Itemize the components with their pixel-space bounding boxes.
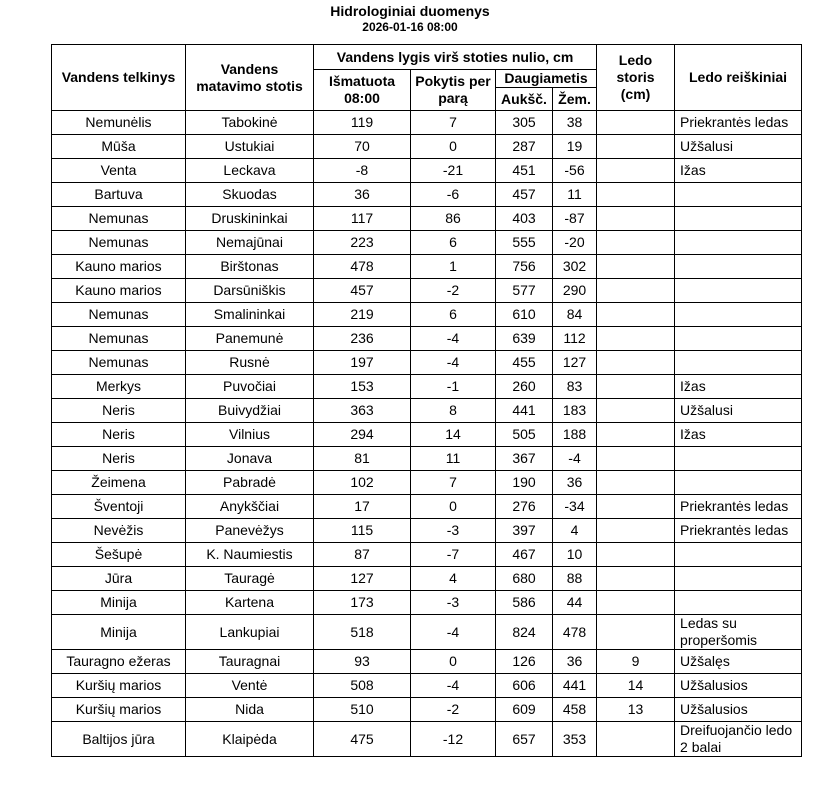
table-row bbox=[52, 519, 802, 543]
cell-high: 287 bbox=[496, 135, 553, 159]
cell-high: 609 bbox=[496, 698, 553, 722]
cell-station: Puvočiai bbox=[186, 375, 314, 399]
cell-ice-phenomena: Dreifuojančio ledo 2 balai bbox=[675, 722, 802, 757]
cell-high: 305 bbox=[496, 111, 553, 135]
cell-water-body: Neris bbox=[52, 423, 186, 447]
cell-high: 610 bbox=[496, 303, 553, 327]
cell-water-body: Neris bbox=[52, 447, 186, 471]
table-row bbox=[52, 543, 802, 567]
cell-measured: 117 bbox=[314, 207, 411, 231]
cell-water-body: Kuršių marios bbox=[52, 674, 186, 698]
cell-change: 1 bbox=[411, 255, 496, 279]
table-row bbox=[52, 207, 802, 231]
cell-low: 83 bbox=[553, 375, 597, 399]
cell-ice-thickness bbox=[597, 135, 675, 159]
cell-ice-phenomena: Užšalusios bbox=[675, 674, 802, 698]
cell-high: 190 bbox=[496, 471, 553, 495]
cell-change: 8 bbox=[411, 399, 496, 423]
cell-station: Leckava bbox=[186, 159, 314, 183]
cell-ice-phenomena bbox=[675, 279, 802, 303]
cell-measured: 508 bbox=[314, 674, 411, 698]
cell-change: 0 bbox=[411, 495, 496, 519]
table-row bbox=[52, 399, 802, 423]
cell-ice-thickness bbox=[597, 111, 675, 135]
cell-ice-phenomena bbox=[675, 351, 802, 375]
cell-station: Druskininkai bbox=[186, 207, 314, 231]
header-ice-thickness: Ledo storis (cm) bbox=[597, 45, 675, 111]
cell-high: 455 bbox=[496, 351, 553, 375]
cell-measured: 115 bbox=[314, 519, 411, 543]
cell-ice-thickness: 13 bbox=[597, 698, 675, 722]
cell-change: -2 bbox=[411, 279, 496, 303]
table-row bbox=[52, 495, 802, 519]
cell-high: 467 bbox=[496, 543, 553, 567]
cell-change: -4 bbox=[411, 674, 496, 698]
cell-water-body: Šešupė bbox=[52, 543, 186, 567]
cell-low: -34 bbox=[553, 495, 597, 519]
cell-ice-thickness bbox=[597, 519, 675, 543]
cell-water-body: Žeimena bbox=[52, 471, 186, 495]
cell-station: Darsūniškis bbox=[186, 279, 314, 303]
cell-high: 397 bbox=[496, 519, 553, 543]
cell-low: 183 bbox=[553, 399, 597, 423]
cell-low: 353 bbox=[553, 722, 597, 757]
table-row bbox=[52, 255, 802, 279]
cell-low: 302 bbox=[553, 255, 597, 279]
table-row bbox=[52, 159, 802, 183]
header-change: Pokytis per parą bbox=[411, 70, 496, 111]
cell-ice-phenomena bbox=[675, 471, 802, 495]
cell-change: -4 bbox=[411, 615, 496, 650]
cell-station: Jonava bbox=[186, 447, 314, 471]
cell-water-body: Neris bbox=[52, 399, 186, 423]
table-row bbox=[52, 591, 802, 615]
table-row bbox=[52, 111, 802, 135]
cell-measured: 219 bbox=[314, 303, 411, 327]
cell-ice-thickness bbox=[597, 207, 675, 231]
header-station: Vandens matavimo stotis bbox=[186, 45, 314, 111]
cell-water-body: Minija bbox=[52, 615, 186, 650]
cell-measured: 153 bbox=[314, 375, 411, 399]
cell-station: Smalininkai bbox=[186, 303, 314, 327]
table-row bbox=[52, 615, 802, 650]
header-low: Žem. bbox=[553, 88, 597, 111]
cell-ice-thickness: 9 bbox=[597, 650, 675, 674]
cell-low: 84 bbox=[553, 303, 597, 327]
cell-measured: 294 bbox=[314, 423, 411, 447]
cell-ice-thickness: 14 bbox=[597, 674, 675, 698]
cell-water-body: Minija bbox=[52, 591, 186, 615]
cell-change: -4 bbox=[411, 351, 496, 375]
cell-ice-phenomena bbox=[675, 303, 802, 327]
cell-ice-phenomena: Ižas bbox=[675, 159, 802, 183]
cell-low: -56 bbox=[553, 159, 597, 183]
table-row bbox=[52, 423, 802, 447]
cell-station: K. Naumiestis bbox=[186, 543, 314, 567]
cell-ice-phenomena bbox=[675, 447, 802, 471]
cell-ice-phenomena: Priekrantės ledas bbox=[675, 519, 802, 543]
cell-measured: 17 bbox=[314, 495, 411, 519]
header-high: Aukšč. bbox=[496, 88, 553, 111]
cell-measured: 87 bbox=[314, 543, 411, 567]
cell-high: 680 bbox=[496, 567, 553, 591]
cell-station: Tauragė bbox=[186, 567, 314, 591]
cell-station: Birštonas bbox=[186, 255, 314, 279]
cell-ice-phenomena bbox=[675, 207, 802, 231]
cell-ice-thickness bbox=[597, 183, 675, 207]
cell-high: 756 bbox=[496, 255, 553, 279]
header-water-body: Vandens telkinys bbox=[52, 45, 186, 111]
cell-ice-phenomena bbox=[675, 543, 802, 567]
cell-measured: 36 bbox=[314, 183, 411, 207]
cell-ice-thickness bbox=[597, 495, 675, 519]
table-row bbox=[52, 231, 802, 255]
cell-high: 586 bbox=[496, 591, 553, 615]
table-row bbox=[52, 567, 802, 591]
cell-high: 639 bbox=[496, 327, 553, 351]
cell-water-body: Mūša bbox=[52, 135, 186, 159]
cell-ice-phenomena: Užšalusi bbox=[675, 399, 802, 423]
cell-low: 458 bbox=[553, 698, 597, 722]
cell-ice-thickness bbox=[597, 231, 675, 255]
table-row bbox=[52, 447, 802, 471]
cell-station: Lankupiai bbox=[186, 615, 314, 650]
cell-ice-phenomena: Ižas bbox=[675, 423, 802, 447]
cell-measured: 478 bbox=[314, 255, 411, 279]
table-row bbox=[52, 183, 802, 207]
cell-ice-thickness bbox=[597, 375, 675, 399]
cell-low: -4 bbox=[553, 447, 597, 471]
cell-station: Panemunė bbox=[186, 327, 314, 351]
cell-station: Ventė bbox=[186, 674, 314, 698]
cell-measured: 363 bbox=[314, 399, 411, 423]
cell-ice-thickness bbox=[597, 471, 675, 495]
cell-water-body: Nemunas bbox=[52, 303, 186, 327]
cell-low: -20 bbox=[553, 231, 597, 255]
cell-change: 11 bbox=[411, 447, 496, 471]
cell-ice-phenomena bbox=[675, 591, 802, 615]
cell-high: 555 bbox=[496, 231, 553, 255]
cell-ice-phenomena: Priekrantės ledas bbox=[675, 495, 802, 519]
table-row bbox=[52, 722, 802, 757]
cell-ice-thickness bbox=[597, 591, 675, 615]
cell-high: 657 bbox=[496, 722, 553, 757]
cell-measured: -8 bbox=[314, 159, 411, 183]
cell-high: 276 bbox=[496, 495, 553, 519]
cell-station: Vilnius bbox=[186, 423, 314, 447]
table-row bbox=[52, 375, 802, 399]
cell-station: Tabokinė bbox=[186, 111, 314, 135]
cell-ice-thickness bbox=[597, 567, 675, 591]
table-row bbox=[52, 650, 802, 674]
cell-station: Panevėžys bbox=[186, 519, 314, 543]
table-body bbox=[52, 111, 802, 757]
cell-water-body: Baltijos jūra bbox=[52, 722, 186, 757]
cell-station: Tauragnai bbox=[186, 650, 314, 674]
cell-change: 0 bbox=[411, 650, 496, 674]
cell-low: 11 bbox=[553, 183, 597, 207]
table-row bbox=[52, 674, 802, 698]
table-row bbox=[52, 327, 802, 351]
cell-measured: 127 bbox=[314, 567, 411, 591]
cell-water-body: Kuršių marios bbox=[52, 698, 186, 722]
cell-low: 10 bbox=[553, 543, 597, 567]
cell-low: 4 bbox=[553, 519, 597, 543]
cell-measured: 173 bbox=[314, 591, 411, 615]
cell-measured: 93 bbox=[314, 650, 411, 674]
cell-ice-phenomena bbox=[675, 183, 802, 207]
cell-ice-thickness bbox=[597, 255, 675, 279]
cell-low: 478 bbox=[553, 615, 597, 650]
cell-high: 824 bbox=[496, 615, 553, 650]
cell-high: 441 bbox=[496, 399, 553, 423]
cell-measured: 236 bbox=[314, 327, 411, 351]
header-measured: Išmatuota 08:00 bbox=[314, 70, 411, 111]
cell-high: 577 bbox=[496, 279, 553, 303]
cell-low: 188 bbox=[553, 423, 597, 447]
cell-change: 14 bbox=[411, 423, 496, 447]
cell-low: 112 bbox=[553, 327, 597, 351]
cell-measured: 197 bbox=[314, 351, 411, 375]
cell-ice-thickness bbox=[597, 279, 675, 303]
cell-ice-phenomena bbox=[675, 327, 802, 351]
cell-ice-thickness bbox=[597, 543, 675, 567]
report-datetime: 2026-01-16 08:00 bbox=[362, 20, 458, 34]
cell-station: Rusnė bbox=[186, 351, 314, 375]
cell-water-body: Merkys bbox=[52, 375, 186, 399]
cell-low: 441 bbox=[553, 674, 597, 698]
header-level-group: Vandens lygis virš stoties nulio, cm bbox=[314, 45, 597, 70]
cell-ice-thickness bbox=[597, 447, 675, 471]
cell-low: 290 bbox=[553, 279, 597, 303]
cell-low: 44 bbox=[553, 591, 597, 615]
cell-low: -87 bbox=[553, 207, 597, 231]
cell-measured: 223 bbox=[314, 231, 411, 255]
cell-measured: 475 bbox=[314, 722, 411, 757]
table-row bbox=[52, 279, 802, 303]
cell-ice-phenomena bbox=[675, 255, 802, 279]
cell-station: Skuodas bbox=[186, 183, 314, 207]
cell-change: 6 bbox=[411, 231, 496, 255]
cell-change: -6 bbox=[411, 183, 496, 207]
cell-ice-thickness bbox=[597, 303, 675, 327]
table-row bbox=[52, 698, 802, 722]
cell-low: 127 bbox=[553, 351, 597, 375]
cell-station: Kartena bbox=[186, 591, 314, 615]
cell-water-body: Nemunas bbox=[52, 231, 186, 255]
cell-ice-phenomena: Užšalęs bbox=[675, 650, 802, 674]
cell-ice-thickness bbox=[597, 423, 675, 447]
cell-change: 4 bbox=[411, 567, 496, 591]
cell-change: -1 bbox=[411, 375, 496, 399]
cell-ice-phenomena: Ižas bbox=[675, 375, 802, 399]
cell-water-body: Kauno marios bbox=[52, 279, 186, 303]
table-row bbox=[52, 351, 802, 375]
cell-water-body: Šventoji bbox=[52, 495, 186, 519]
cell-change: -2 bbox=[411, 698, 496, 722]
cell-station: Anykščiai bbox=[186, 495, 314, 519]
header-ice-phenomena: Ledo reiškiniai bbox=[675, 45, 802, 111]
cell-change: -7 bbox=[411, 543, 496, 567]
cell-ice-phenomena: Priekrantės ledas bbox=[675, 111, 802, 135]
cell-water-body: Nevėžis bbox=[52, 519, 186, 543]
cell-measured: 119 bbox=[314, 111, 411, 135]
cell-high: 505 bbox=[496, 423, 553, 447]
cell-ice-thickness bbox=[597, 399, 675, 423]
cell-water-body: Nemunas bbox=[52, 351, 186, 375]
cell-low: 19 bbox=[553, 135, 597, 159]
cell-change: 7 bbox=[411, 471, 496, 495]
cell-change: 6 bbox=[411, 303, 496, 327]
cell-high: 126 bbox=[496, 650, 553, 674]
cell-ice-thickness bbox=[597, 615, 675, 650]
cell-change: 86 bbox=[411, 207, 496, 231]
cell-high: 403 bbox=[496, 207, 553, 231]
cell-station: Ustukiai bbox=[186, 135, 314, 159]
cell-low: 36 bbox=[553, 650, 597, 674]
cell-high: 260 bbox=[496, 375, 553, 399]
cell-change: -21 bbox=[411, 159, 496, 183]
cell-water-body: Nemunėlis bbox=[52, 111, 186, 135]
cell-low: 36 bbox=[553, 471, 597, 495]
table-row bbox=[52, 135, 802, 159]
cell-ice-thickness bbox=[597, 159, 675, 183]
cell-ice-thickness bbox=[597, 722, 675, 757]
cell-water-body: Jūra bbox=[52, 567, 186, 591]
header-multiyear: Daugiametis bbox=[496, 70, 597, 88]
cell-measured: 102 bbox=[314, 471, 411, 495]
cell-high: 457 bbox=[496, 183, 553, 207]
cell-water-body: Nemunas bbox=[52, 327, 186, 351]
cell-change: 7 bbox=[411, 111, 496, 135]
cell-change: -12 bbox=[411, 722, 496, 757]
cell-change: -3 bbox=[411, 519, 496, 543]
cell-ice-phenomena: Užšalusi bbox=[675, 135, 802, 159]
table-row bbox=[52, 471, 802, 495]
cell-station: Pabradė bbox=[186, 471, 314, 495]
cell-measured: 510 bbox=[314, 698, 411, 722]
cell-high: 606 bbox=[496, 674, 553, 698]
cell-ice-phenomena: Užšalusios bbox=[675, 698, 802, 722]
cell-change: -4 bbox=[411, 327, 496, 351]
cell-high: 367 bbox=[496, 447, 553, 471]
cell-low: 88 bbox=[553, 567, 597, 591]
cell-station: Buivydžiai bbox=[186, 399, 314, 423]
cell-low: 38 bbox=[553, 111, 597, 135]
cell-station: Nida bbox=[186, 698, 314, 722]
table-row bbox=[52, 303, 802, 327]
cell-water-body: Tauragno ežeras bbox=[52, 650, 186, 674]
cell-water-body: Kauno marios bbox=[52, 255, 186, 279]
cell-ice-thickness bbox=[597, 351, 675, 375]
cell-change: -3 bbox=[411, 591, 496, 615]
cell-water-body: Nemunas bbox=[52, 207, 186, 231]
cell-measured: 81 bbox=[314, 447, 411, 471]
cell-ice-phenomena bbox=[675, 231, 802, 255]
cell-measured: 70 bbox=[314, 135, 411, 159]
cell-ice-phenomena: Ledas su properšomis bbox=[675, 615, 802, 650]
hydrology-table bbox=[51, 44, 802, 757]
cell-water-body: Venta bbox=[52, 159, 186, 183]
cell-measured: 457 bbox=[314, 279, 411, 303]
cell-ice-thickness bbox=[597, 327, 675, 351]
cell-water-body: Bartuva bbox=[52, 183, 186, 207]
cell-measured: 518 bbox=[314, 615, 411, 650]
cell-high: 451 bbox=[496, 159, 553, 183]
cell-ice-phenomena bbox=[675, 567, 802, 591]
cell-station: Nemajūnai bbox=[186, 231, 314, 255]
cell-change: 0 bbox=[411, 135, 496, 159]
cell-station: Klaipėda bbox=[186, 722, 314, 757]
report-title: Hidrologiniai duomenys bbox=[330, 3, 490, 19]
